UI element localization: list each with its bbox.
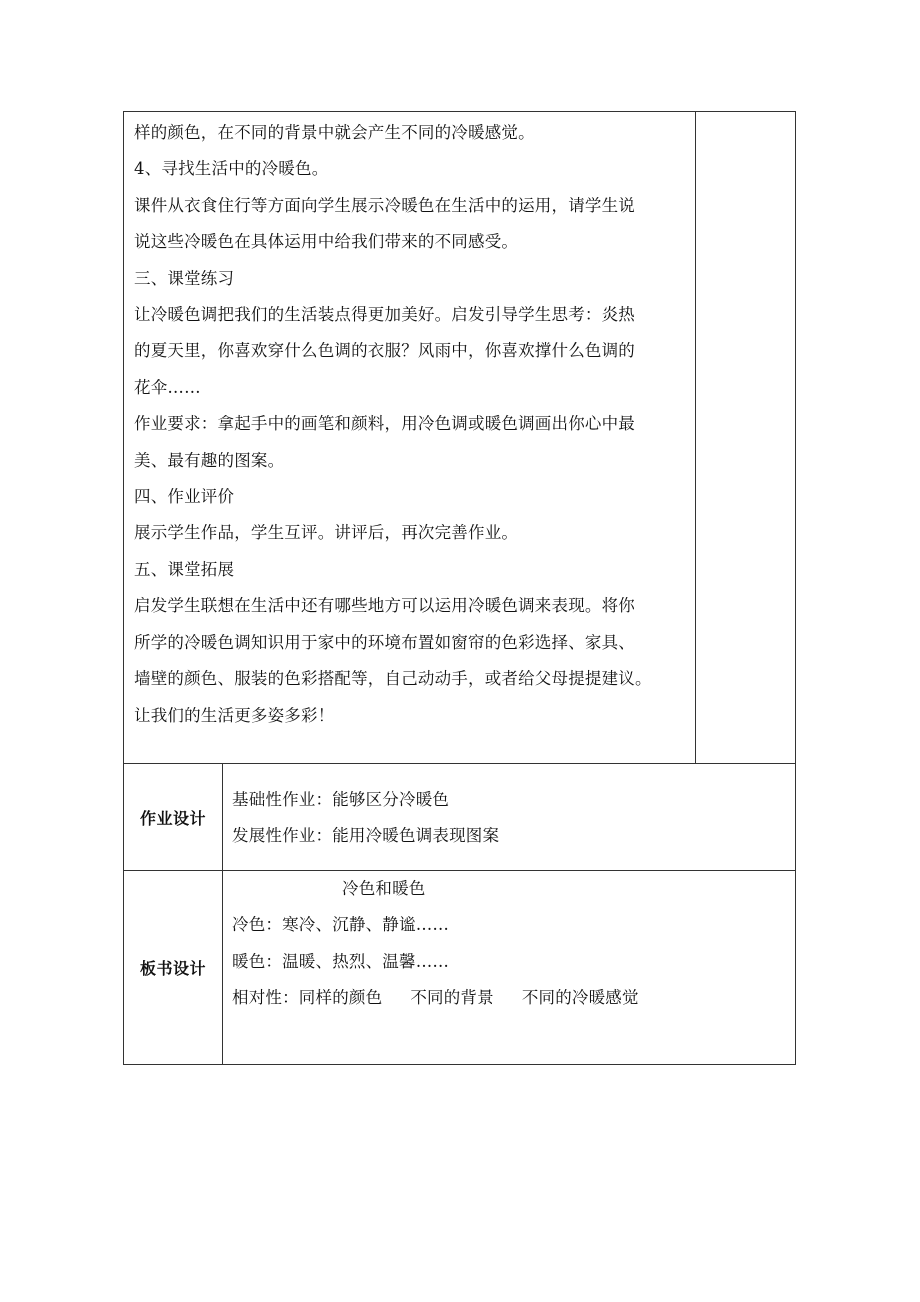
lesson-plan-table <box>123 111 796 1065</box>
relative-label: 相对性：同样的颜色 <box>232 988 383 1008</box>
lesson-line: 展示学生作品，学生互评。讲评后，再次完善作业。 <box>134 523 519 543</box>
board-design-row <box>124 871 795 1065</box>
notes-cell <box>696 112 795 763</box>
lesson-line: 美、最有趣的图案。 <box>134 450 285 470</box>
homework-content-cell <box>223 764 795 870</box>
homework-row <box>124 764 795 871</box>
lesson-line: 墙壁的颜色、服装的色彩搭配等，自己动动手，或者给父母提提建议。 <box>134 669 652 689</box>
lesson-line: 启发学生联想在生活中还有哪些地方可以运用冷暖色调来表现。将你 <box>134 596 635 616</box>
lesson-line: 说这些冷暖色在具体运用中给我们带来的不同感受。 <box>134 232 519 252</box>
relative-feeling: 不同的冷暖感觉 <box>521 988 639 1008</box>
board-label-cell <box>124 871 223 1065</box>
board-cool-line: 冷色：寒冷、沉静、静谧…… <box>232 915 450 935</box>
lesson-line: 4、寻找生活中的冷暖色。 <box>134 159 329 179</box>
lesson-line: 样的颜色，在不同的背景中就会产生不同的冷暖感觉。 <box>134 123 535 142</box>
relative-background: 不同的背景 <box>410 988 494 1008</box>
board-content-cell <box>223 871 795 1065</box>
homework-label-cell <box>124 764 223 870</box>
lesson-line: 课件从衣食住行等方面向学生展示冷暖色在生活中的运用，请学生说 <box>134 195 635 215</box>
basic-homework: 基础性作业：能够区分冷暖色 <box>232 790 450 809</box>
lesson-line: 的夏天里，你喜欢穿什么色调的衣服？风雨中，你喜欢撑什么色调的 <box>134 341 635 361</box>
lesson-line: 花伞…… <box>134 377 201 397</box>
lesson-content-cell <box>124 112 696 763</box>
development-homework: 发展性作业：能用冷暖色调表现图案 <box>232 826 500 846</box>
board-relative-line <box>232 980 795 1016</box>
section-heading: 三、课堂练习 <box>134 268 235 288</box>
section-heading: 五、课堂拓展 <box>134 559 235 579</box>
homework-label: 作业设计 <box>139 808 206 828</box>
lesson-content-row <box>124 112 795 764</box>
lesson-line: 让我们的生活更多姿多彩！ <box>134 705 335 725</box>
lesson-line: 作业要求：拿起手中的画笔和颜料，用冷色调或暖色调画出你心中最 <box>134 414 635 434</box>
lesson-line: 让冷暖色调把我们的生活装点得更加美好。启发引导学生思考：炎热 <box>134 305 635 325</box>
section-heading: 四、作业评价 <box>134 487 235 507</box>
board-label: 板书设计 <box>139 959 206 978</box>
board-title: 冷色和暖色 <box>342 879 426 898</box>
lesson-line: 所学的冷暖色调知识用于家中的环境布置如窗帘的色彩选择、家具、 <box>134 632 635 652</box>
board-warm-line: 暖色：温暖、热烈、温馨…… <box>232 951 450 971</box>
